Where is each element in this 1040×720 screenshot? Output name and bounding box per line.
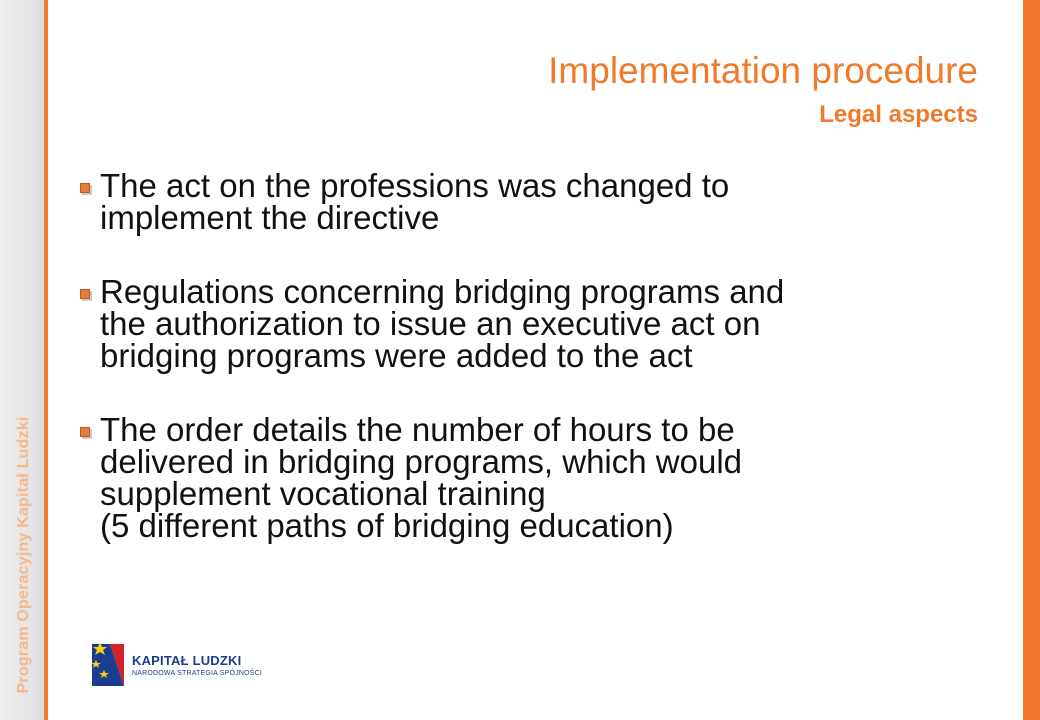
square-bullet-icon [80,183,90,193]
bullet-line: The order details the number of hours to be [100,411,735,448]
bullet-line: (5 different paths of bridging education) [100,507,674,544]
eu-stars-logo-icon [90,640,126,690]
bullet-item [80,273,960,374]
bullet-line: bridging programs were added to the act [100,337,693,374]
slide-subtitle: Legal aspects [819,101,978,128]
bullet-line: delivered in bridging programs, which would [100,443,743,480]
bullet-line: the authorization to issue an executive act on [100,305,761,342]
bullet-list [80,167,960,544]
square-bullet-icon [80,289,90,299]
bullet-item [80,167,960,236]
bullet-line: Regulations concerning bridging programs and [100,273,785,310]
bullet-line: implement the directive [100,199,440,236]
slide-title: Implementation procedure [548,50,978,91]
bullet-line: supplement vocational training [100,475,546,512]
right-orange-strip [1023,0,1040,720]
left-orange-strip [44,0,48,720]
bullet-item [80,411,960,544]
square-bullet-icon [80,427,90,437]
logo-tagline: NARODOWA STRATEGIA SPÓJNOŚCI [132,670,263,677]
program-name-vertical: Program Operacyjny Kapitał Ludzki [15,416,32,694]
kapital-ludzki-logo [90,640,262,690]
logo-name: KAPITAŁ LUDZKI [132,653,242,668]
logo-text [132,653,262,677]
bullet-line: The act on the professions was changed to [100,167,730,204]
